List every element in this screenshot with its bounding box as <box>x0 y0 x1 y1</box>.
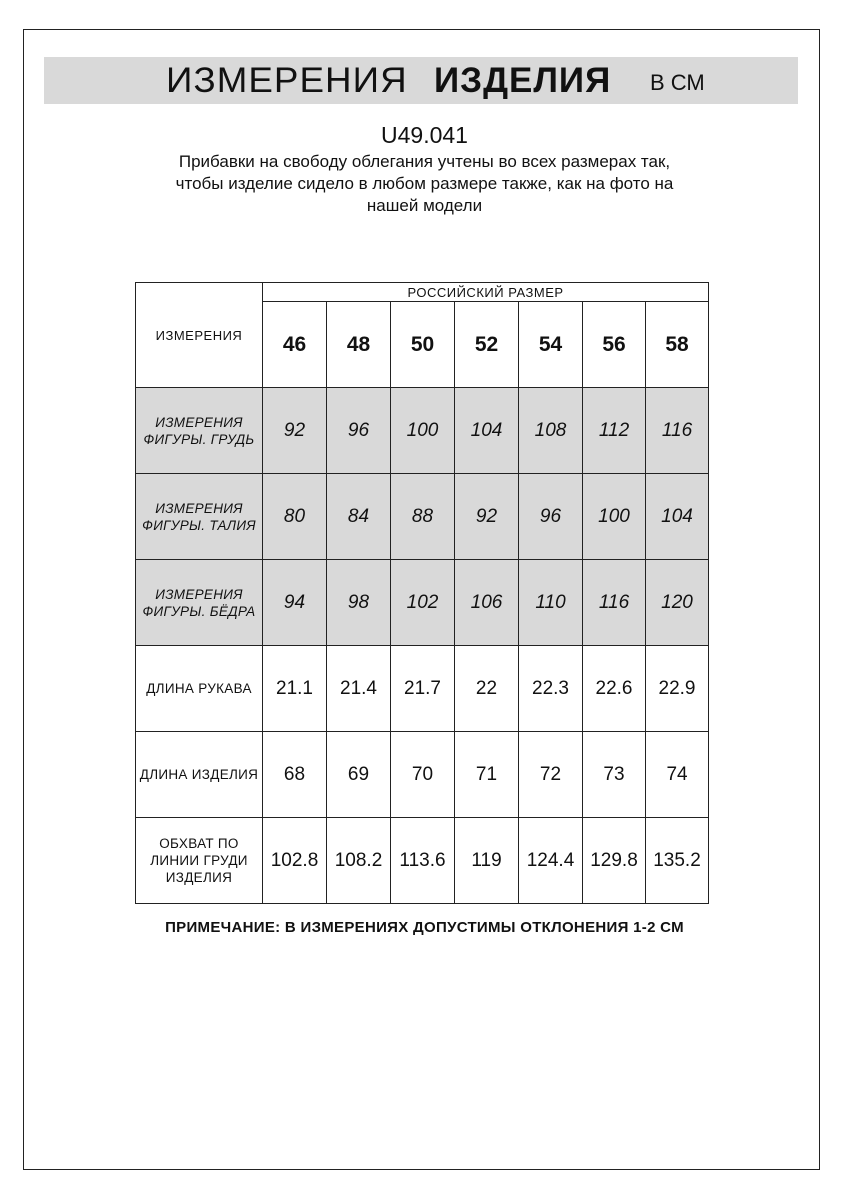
table-cell: 106 <box>455 560 519 646</box>
table-cell: 94 <box>263 560 327 646</box>
table-cell: 96 <box>327 388 391 474</box>
row-label-line: ОБХВАТ ПО <box>159 836 239 851</box>
table-cell: 98 <box>327 560 391 646</box>
table-cell: 88 <box>391 474 455 560</box>
table-cell: 80 <box>263 474 327 560</box>
row-label-line: ИЗМЕРЕНИЯ <box>155 586 243 602</box>
table-cell: 108 <box>519 388 583 474</box>
table-cell: 116 <box>583 560 646 646</box>
table-cell: 22.9 <box>646 646 709 732</box>
size-header-cell: 52 <box>455 302 519 388</box>
table-cell: 92 <box>455 474 519 560</box>
row-label-line: ИЗМЕРЕНИЯ <box>155 500 243 516</box>
table-cell: 129.8 <box>583 818 646 904</box>
row-label <box>136 474 263 560</box>
row-label <box>136 818 263 904</box>
size-header-cell: 56 <box>583 302 646 388</box>
table-cell: 135.2 <box>646 818 709 904</box>
table-cell: 100 <box>391 388 455 474</box>
table-row <box>136 818 709 904</box>
table-row <box>136 388 709 474</box>
row-label-line: ИЗМЕРЕНИЯ <box>155 414 243 430</box>
table-cell: 102.8 <box>263 818 327 904</box>
title-garment: ИЗДЕЛИЯ <box>434 61 612 100</box>
row-label <box>136 646 263 732</box>
size-table <box>135 282 709 904</box>
size-header-cell: 46 <box>263 302 327 388</box>
table-cell: 22 <box>455 646 519 732</box>
size-header-cell: 58 <box>646 302 709 388</box>
title-band <box>44 57 798 104</box>
row-label-line: ИЗДЕЛИЯ <box>165 870 233 885</box>
table-cell: 108.2 <box>327 818 391 904</box>
table-cell: 112 <box>583 388 646 474</box>
row-label <box>136 560 263 646</box>
table-cell: 72 <box>519 732 583 818</box>
row-label-line: ЛИНИИ ГРУДИ <box>150 853 248 868</box>
table-cell: 21.1 <box>263 646 327 732</box>
row-label-line: ДЛИНА РУКАВА <box>146 681 252 696</box>
row-label-line: ФИГУРЫ. БЁДРА <box>142 603 256 619</box>
row-label-line: ДЛИНА ИЗДЕЛИЯ <box>139 767 259 782</box>
fit-note <box>0 151 849 217</box>
fit-note-line: Прибавки на свободу облегания учтены во всех размерах так, <box>178 152 671 171</box>
table-cell: 84 <box>327 474 391 560</box>
row-label <box>136 732 263 818</box>
title-unit: В СМ <box>650 70 705 95</box>
fit-note-line: чтобы изделие сидело в любом размере также, как на фото на <box>175 174 674 193</box>
size-header-cell: 50 <box>391 302 455 388</box>
row-label <box>136 388 263 474</box>
table-row <box>136 474 709 560</box>
corner-label: ИЗМЕРЕНИЯ <box>136 283 263 388</box>
row-label-line: ФИГУРЫ. ТАЛИЯ <box>142 517 256 533</box>
table-cell: 22.6 <box>583 646 646 732</box>
table-row <box>136 646 709 732</box>
table-cell: 120 <box>646 560 709 646</box>
table-row <box>136 560 709 646</box>
table-cell: 119 <box>455 818 519 904</box>
table-cell: 71 <box>455 732 519 818</box>
table-cell: 70 <box>391 732 455 818</box>
table-row <box>136 732 709 818</box>
table-cell: 110 <box>519 560 583 646</box>
row-label-line: ФИГУРЫ. ГРУДЬ <box>143 431 255 447</box>
table-cell: 124.4 <box>519 818 583 904</box>
table-cell: 69 <box>327 732 391 818</box>
table-cell: 21.4 <box>327 646 391 732</box>
table-cell: 104 <box>455 388 519 474</box>
table-cell: 22.3 <box>519 646 583 732</box>
table-cell: 113.6 <box>391 818 455 904</box>
table-cell: 102 <box>391 560 455 646</box>
table-cell: 74 <box>646 732 709 818</box>
table-cell: 116 <box>646 388 709 474</box>
article-code: U49.041 <box>381 122 468 148</box>
size-header-cell: 54 <box>519 302 583 388</box>
table-cell: 73 <box>583 732 646 818</box>
title-measurements: ИЗМЕРЕНИЯ <box>166 61 408 100</box>
table-cell: 104 <box>646 474 709 560</box>
size-group-label: РОССИЙСКИЙ РАЗМЕР <box>263 283 709 302</box>
table-cell: 96 <box>519 474 583 560</box>
table-cell: 21.7 <box>391 646 455 732</box>
fit-note-line: нашей модели <box>366 196 483 215</box>
table-cell: 68 <box>263 732 327 818</box>
table-cell: 92 <box>263 388 327 474</box>
size-header-cell: 48 <box>327 302 391 388</box>
footer-note: ПРИМЕЧАНИЕ: В ИЗМЕРЕНИЯХ ДОПУСТИМЫ ОТКЛОНЕНИЯ 1-2 СМ <box>165 919 684 936</box>
table-cell: 100 <box>583 474 646 560</box>
